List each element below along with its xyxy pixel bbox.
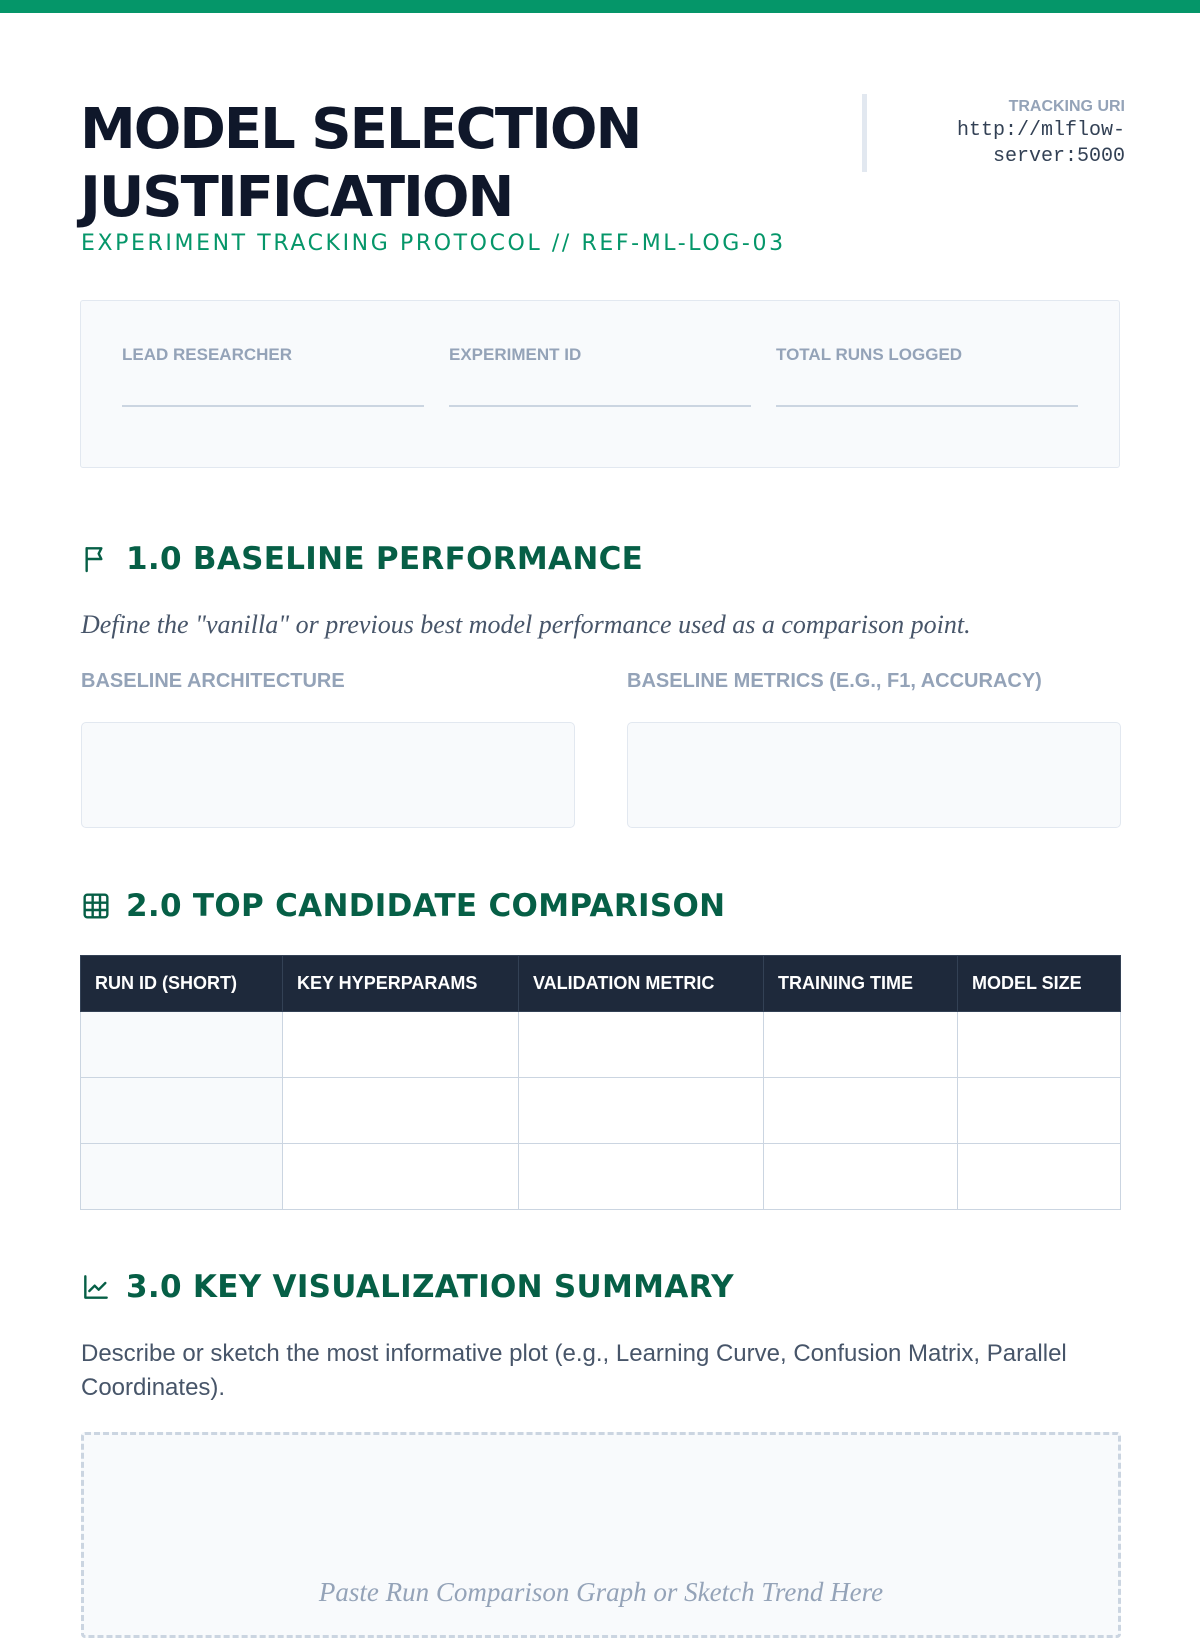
- table-cell[interactable]: [283, 1144, 519, 1210]
- page-title: MODEL SELECTION JUSTIFICATION: [80, 97, 641, 230]
- table-cell[interactable]: [519, 1078, 764, 1144]
- table-cell[interactable]: [958, 1144, 1121, 1210]
- table-cell[interactable]: [958, 1078, 1121, 1144]
- table-cell[interactable]: [958, 1012, 1121, 1078]
- page-subtitle: EXPERIMENT TRACKING PROTOCOL // REF-ML-LOG-03: [81, 231, 786, 256]
- column-header-hyperparams: KEY HYPERPARAMS: [283, 956, 519, 1012]
- visualization-dropzone[interactable]: [81, 1432, 1121, 1638]
- baseline-description: Define the "vanilla" or previous best model performance used as a comparison point.: [81, 610, 971, 639]
- experiment-meta-panel: [80, 300, 1120, 468]
- column-header-model-size: MODEL SIZE: [958, 956, 1121, 1012]
- section-baseline-heading: [80, 539, 643, 579]
- visualization-description: Describe or sketch the most informative plot (e.g., Learning Curve, Confusion Matrix, Parallel Coordinates).: [81, 1340, 1067, 1401]
- experiment-id-input-line[interactable]: [449, 405, 751, 407]
- table-cell[interactable]: [81, 1144, 283, 1210]
- tracking-uri-block: [862, 94, 1125, 172]
- experiment-id-label: EXPERIMENT ID: [449, 345, 582, 364]
- column-header-validation-metric: VALIDATION METRIC: [519, 956, 764, 1012]
- baseline-metrics-input[interactable]: [627, 722, 1121, 828]
- section-comparison-title: 2.0 TOP CANDIDATE COMPARISON: [126, 888, 726, 924]
- section-comparison-heading: [80, 886, 725, 926]
- column-header-run-id: RUN ID (SHORT): [81, 956, 283, 1012]
- table-cell[interactable]: [81, 1012, 283, 1078]
- table-cell[interactable]: [764, 1078, 958, 1144]
- baseline-architecture-label: BASELINE ARCHITECTURE: [81, 670, 345, 692]
- baseline-metrics-label: BASELINE METRICS (E.G., F1, ACCURACY): [627, 670, 1042, 692]
- tracking-uri-value[interactable]: http://mlflow-server:5000: [956, 119, 1125, 168]
- table-row: [81, 1012, 1121, 1078]
- column-header-training-time: TRAINING TIME: [764, 956, 958, 1012]
- section-visualization-heading: [80, 1267, 734, 1307]
- total-runs-input-line[interactable]: [776, 405, 1078, 407]
- table-cell[interactable]: [283, 1078, 519, 1144]
- line-chart-icon: [80, 1271, 112, 1303]
- table-cell[interactable]: [764, 1012, 958, 1078]
- table-icon: [80, 890, 112, 922]
- dropzone-placeholder: Paste Run Comparison Graph or Sketch Trend Here: [318, 1577, 884, 1607]
- lead-researcher-input-line[interactable]: [122, 405, 424, 407]
- table-cell[interactable]: [519, 1012, 764, 1078]
- tracking-uri-label: TRACKING URI: [1008, 98, 1125, 115]
- table-cell[interactable]: [81, 1078, 283, 1144]
- candidate-comparison-table: [80, 955, 1121, 1210]
- section-baseline-title: 1.0 BASELINE PERFORMANCE: [126, 541, 644, 577]
- table-cell[interactable]: [283, 1012, 519, 1078]
- table-cell[interactable]: [764, 1144, 958, 1210]
- table-row: [81, 1078, 1121, 1144]
- table-cell[interactable]: [519, 1144, 764, 1210]
- table-header-row: [81, 956, 1121, 1012]
- lead-researcher-label: LEAD RESEARCHER: [122, 345, 293, 364]
- table-row: [81, 1144, 1121, 1210]
- lead-researcher-field[interactable]: [122, 345, 424, 407]
- flag-icon: [80, 543, 112, 575]
- baseline-architecture-input[interactable]: [81, 722, 575, 828]
- total-runs-label: TOTAL RUNS LOGGED: [776, 345, 963, 364]
- section-visualization-title: 3.0 KEY VISUALIZATION SUMMARY: [126, 1269, 734, 1305]
- experiment-id-field[interactable]: [449, 345, 751, 407]
- total-runs-field[interactable]: [776, 345, 1078, 407]
- accent-top-bar: [0, 0, 1200, 13]
